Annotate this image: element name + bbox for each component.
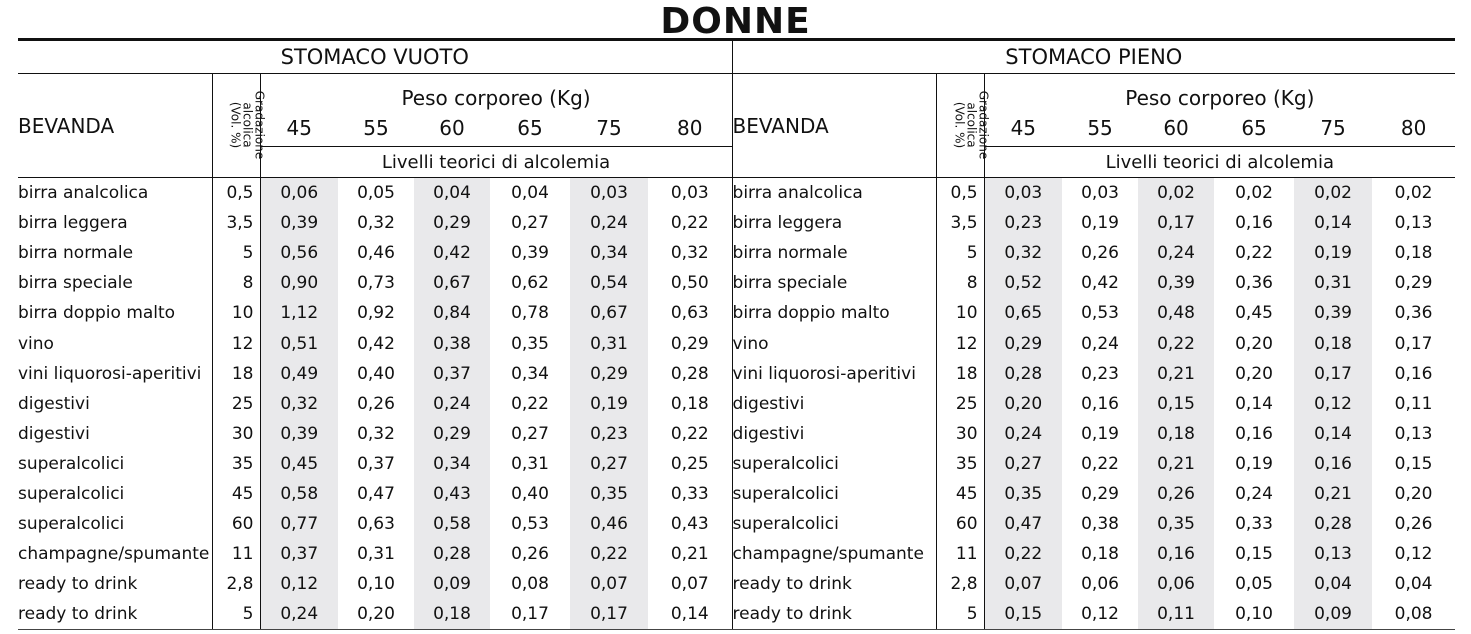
value-cell: 0,15: [1138, 389, 1214, 419]
gradazione-cell: 10: [936, 298, 984, 328]
value-cell: 0,29: [670, 333, 709, 354]
value-cell: 0,02: [1372, 178, 1455, 209]
bevanda-cell: ready to drink: [732, 599, 936, 630]
bevanda-header-empty: BEVANDA: [18, 74, 212, 178]
weight-header-empty-5: 80: [677, 116, 703, 140]
value-cell: 0,16: [1394, 363, 1433, 384]
value-cell: 0,54: [570, 268, 648, 298]
bevanda-cell: superalcolici: [732, 509, 936, 539]
value-cell: 0,20: [1394, 483, 1433, 504]
value-cell: 0,62: [511, 273, 549, 294]
value-cell: 0,26: [1081, 243, 1119, 264]
value-cell: 0,34: [511, 363, 549, 384]
value-cell: 0,16: [1235, 423, 1273, 444]
value-cell: 0,04: [490, 178, 570, 209]
table-row: [18, 359, 1455, 389]
value-cell: 0,33: [670, 483, 709, 504]
gradazione-cell: 0,5: [212, 178, 260, 209]
value-cell: 0,47: [357, 483, 395, 504]
value-cell: 0,37: [414, 359, 490, 389]
value-cell: 0,23: [570, 419, 648, 449]
bevanda-cell: birra leggera: [18, 213, 128, 234]
value-cell: 0,43: [670, 514, 709, 535]
gradazione-cell: 18: [936, 359, 984, 389]
value-cell: 0,16: [1294, 449, 1372, 479]
value-cell: 0,23: [1081, 363, 1119, 384]
bevanda-cell: superalcolici: [732, 449, 936, 479]
weight-header-full-4: 75: [1320, 116, 1346, 140]
value-cell: 0,03: [1062, 178, 1138, 209]
value-cell: 0,21: [1138, 359, 1214, 389]
value-cell: 0,27: [570, 449, 648, 479]
gradazione-cell: 8: [936, 268, 984, 298]
value-cell: 0,28: [414, 539, 490, 569]
weight-header-full-3: 65: [1241, 116, 1267, 140]
value-cell: 0,36: [1394, 303, 1433, 324]
value-cell: 0,22: [511, 393, 549, 414]
value-cell: 1,12: [260, 298, 338, 328]
value-cell: 0,04: [1394, 574, 1433, 595]
value-cell: 0,34: [414, 449, 490, 479]
value-cell: 0,42: [414, 238, 490, 268]
weight-header-empty-4: 75: [596, 116, 622, 140]
value-cell: 0,39: [1138, 268, 1214, 298]
table-row: [18, 569, 1455, 599]
value-cell: 0,22: [1138, 328, 1214, 358]
gradazione-cell: 60: [212, 509, 260, 539]
value-cell: 0,09: [414, 569, 490, 599]
value-cell: 0,16: [1081, 393, 1119, 414]
bevanda-cell: birra speciale: [732, 268, 936, 298]
table-row: [18, 599, 1455, 630]
value-cell: 0,06: [1138, 569, 1214, 599]
value-cell: 0,18: [670, 393, 709, 414]
value-cell: 0,39: [260, 208, 338, 238]
value-cell: 0,07: [570, 569, 648, 599]
value-cell: 0,49: [260, 359, 338, 389]
weight-header-empty-2: 60: [439, 116, 465, 140]
value-cell: 0,31: [1294, 268, 1372, 298]
value-cell: 0,24: [414, 389, 490, 419]
gradazione-label: Gradazione alcolica (Vol. %): [227, 90, 266, 159]
value-cell: 0,63: [357, 514, 395, 535]
value-cell: 0,24: [1138, 238, 1214, 268]
bevanda-header-full: BEVANDA: [732, 74, 936, 178]
value-cell: 0,05: [338, 178, 414, 209]
value-cell: 0,17: [1394, 333, 1433, 354]
value-cell: 0,67: [414, 268, 490, 298]
value-cell: 0,03: [570, 178, 648, 209]
value-cell: 0,26: [357, 393, 395, 414]
value-cell: 0,38: [414, 328, 490, 358]
value-cell: 0,08: [1372, 599, 1455, 630]
value-cell: 0,37: [357, 453, 395, 474]
value-cell: 0,58: [260, 479, 338, 509]
value-cell: 0,18: [1394, 243, 1433, 264]
value-cell: 0,29: [414, 208, 490, 238]
value-cell: 0,45: [1235, 303, 1273, 324]
section-title-full: STOMACO PIENO: [732, 40, 1455, 74]
livelli-header-full: Livelli teorici di alcolemia: [984, 147, 1455, 178]
gradazione-cell: 10: [212, 298, 260, 328]
value-cell: 0,50: [670, 273, 709, 294]
bevanda-cell: vino: [732, 328, 936, 358]
value-cell: 0,19: [1294, 238, 1372, 268]
value-cell: 0,15: [1394, 453, 1433, 474]
value-cell: 0,39: [1294, 298, 1372, 328]
value-cell: 0,17: [490, 599, 570, 630]
bevanda-cell: ready to drink: [18, 574, 138, 595]
value-cell: 0,52: [984, 268, 1062, 298]
bevanda-cell: birra speciale: [18, 273, 133, 294]
value-cell: 0,31: [511, 453, 549, 474]
value-cell: 0,77: [260, 509, 338, 539]
bevanda-cell: superalcolici: [18, 483, 125, 504]
value-cell: 0,20: [984, 389, 1062, 419]
value-cell: 0,21: [1294, 479, 1372, 509]
weight-header-empty-1: 55: [363, 116, 389, 140]
value-cell: 0,25: [670, 453, 709, 474]
value-cell: 0,16: [1138, 539, 1214, 569]
value-cell: 0,20: [338, 599, 414, 630]
value-cell: 0,19: [1081, 423, 1119, 444]
value-cell: 0,33: [1235, 514, 1273, 535]
bevanda-cell: superalcolici: [732, 479, 936, 509]
bevanda-cell: champagne/spumante: [732, 539, 936, 569]
value-cell: 0,92: [357, 303, 395, 324]
value-cell: 0,73: [357, 273, 395, 294]
bevanda-cell: superalcolici: [18, 453, 125, 474]
value-cell: 0,24: [1235, 483, 1273, 504]
weight-header-empty-3: 65: [517, 116, 543, 140]
bevanda-cell: digestivi: [732, 389, 936, 419]
value-cell: 0,07: [984, 569, 1062, 599]
value-cell: 0,12: [260, 569, 338, 599]
value-cell: 0,53: [511, 514, 549, 535]
page-title: DONNE: [660, 1, 811, 42]
bevanda-cell: vino: [18, 333, 54, 354]
bevanda-cell: superalcolici: [18, 514, 125, 535]
gradazione-cell: 25: [936, 389, 984, 419]
value-cell: 0,35: [984, 479, 1062, 509]
table-row: [18, 268, 1455, 298]
gradazione-cell: 30: [936, 419, 984, 449]
value-cell: 0,15: [1235, 544, 1273, 565]
value-cell: 0,14: [1294, 419, 1372, 449]
section-header-row: [18, 40, 1455, 74]
value-cell: 0,28: [1294, 509, 1372, 539]
value-cell: 0,18: [1081, 544, 1119, 565]
value-cell: 0,37: [260, 539, 338, 569]
value-cell: 0,24: [260, 599, 338, 630]
gradazione-cell: 5: [936, 599, 984, 630]
value-cell: 0,10: [1214, 599, 1294, 630]
gradazione-cell: 18: [212, 359, 260, 389]
table-row: [18, 509, 1455, 539]
value-cell: 0,14: [648, 599, 732, 630]
value-cell: 0,13: [1294, 539, 1372, 569]
weight-header-empty-0: 45: [286, 116, 312, 140]
value-cell: 0,21: [1138, 449, 1214, 479]
gradazione-label: Gradazione alcolica (Vol. %): [951, 90, 990, 159]
value-cell: 0,65: [984, 298, 1062, 328]
value-cell: 0,27: [511, 213, 549, 234]
value-cell: 0,12: [1394, 544, 1433, 565]
value-cell: 0,32: [670, 243, 709, 264]
value-cell: 0,04: [1294, 569, 1372, 599]
value-cell: 0,06: [260, 178, 338, 209]
gradazione-cell: 30: [212, 419, 260, 449]
table-row: [18, 328, 1455, 358]
value-cell: 0,51: [260, 328, 338, 358]
value-cell: 0,20: [1235, 333, 1273, 354]
table-row: [18, 449, 1455, 479]
value-cell: 0,24: [1081, 333, 1119, 354]
gradazione-header-empty: [212, 74, 266, 178]
bevanda-cell: ready to drink: [732, 569, 936, 599]
value-cell: 0,90: [260, 268, 338, 298]
peso-header-row: [18, 74, 1455, 111]
gradazione-cell: 11: [212, 539, 260, 569]
bevanda-cell: digestivi: [18, 393, 90, 414]
weight-header-full-2: 60: [1163, 116, 1189, 140]
weight-header-full-5: 80: [1400, 116, 1427, 140]
gradazione-cell: 5: [212, 599, 260, 630]
bevanda-cell: birra normale: [18, 243, 134, 264]
value-cell: 0,32: [984, 238, 1062, 268]
livelli-header-empty: Livelli teorici di alcolemia: [260, 147, 732, 178]
value-cell: 0,63: [670, 303, 709, 324]
value-cell: 0,18: [1294, 328, 1372, 358]
value-cell: 0,39: [511, 243, 549, 264]
bevanda-cell: vini liquorosi-aperitivi: [732, 359, 936, 389]
value-cell: 0,11: [1394, 393, 1433, 414]
bevanda-cell: digestivi: [732, 419, 936, 449]
value-cell: 0,14: [1235, 393, 1273, 414]
gradazione-cell: 35: [936, 449, 984, 479]
value-cell: 0,19: [1081, 213, 1119, 234]
value-cell: 0,21: [670, 544, 709, 565]
value-cell: 0,22: [1235, 243, 1273, 264]
value-cell: 0,23: [984, 208, 1062, 238]
value-cell: 0,47: [984, 509, 1062, 539]
value-cell: 0,31: [570, 328, 648, 358]
value-cell: 0,22: [670, 423, 709, 444]
gradazione-cell: 8: [212, 268, 260, 298]
value-cell: 0,17: [1294, 359, 1372, 389]
value-cell: 0,03: [984, 178, 1062, 209]
value-cell: 0,28: [670, 363, 709, 384]
value-cell: 0,24: [984, 419, 1062, 449]
value-cell: 0,17: [570, 599, 648, 630]
value-cell: 0,35: [1138, 509, 1214, 539]
value-cell: 0,32: [357, 213, 395, 234]
value-cell: 0,35: [511, 333, 549, 354]
table-row: [18, 389, 1455, 419]
value-cell: 0,42: [357, 333, 395, 354]
weight-header-full-1: 55: [1087, 116, 1113, 140]
value-cell: 0,02: [1138, 178, 1214, 209]
gradazione-cell: 0,5: [936, 178, 984, 209]
value-cell: 0,48: [1138, 298, 1214, 328]
gradazione-cell: 3,5: [212, 208, 260, 238]
value-cell: 0,45: [260, 449, 338, 479]
value-cell: 0,13: [1394, 213, 1433, 234]
value-cell: 0,35: [570, 479, 648, 509]
value-cell: 0,19: [570, 389, 648, 419]
gradazione-cell: 12: [936, 328, 984, 358]
table-row: [18, 479, 1455, 509]
value-cell: 0,32: [357, 423, 395, 444]
value-cell: 0,40: [511, 483, 549, 504]
bevanda-cell: birra doppio malto: [732, 298, 936, 328]
value-cell: 0,38: [1081, 514, 1119, 535]
bevanda-cell: ready to drink: [18, 599, 212, 630]
bevanda-cell: birra analcolica: [18, 178, 212, 209]
value-cell: 0,15: [984, 599, 1062, 630]
gradazione-cell: 12: [212, 328, 260, 358]
value-cell: 0,22: [984, 539, 1062, 569]
value-cell: 0,12: [1062, 599, 1138, 630]
table-row: [18, 419, 1455, 449]
value-cell: 0,02: [1214, 178, 1294, 209]
gradazione-cell: 45: [212, 479, 260, 509]
value-cell: 0,67: [570, 298, 648, 328]
value-cell: 0,22: [1081, 453, 1119, 474]
value-cell: 0,06: [1081, 574, 1119, 595]
gradazione-cell: 5: [936, 238, 984, 268]
bevanda-cell: birra doppio malto: [18, 303, 176, 324]
value-cell: 0,26: [1394, 514, 1433, 535]
value-cell: 0,26: [511, 544, 549, 565]
value-cell: 0,78: [511, 303, 549, 324]
value-cell: 0,13: [1394, 423, 1433, 444]
gradazione-cell: 11: [936, 539, 984, 569]
value-cell: 0,20: [1235, 363, 1273, 384]
value-cell: 0,29: [414, 419, 490, 449]
table-row: [18, 208, 1455, 238]
peso-header-full: Peso corporeo (Kg): [984, 74, 1455, 111]
value-cell: 0,22: [670, 213, 709, 234]
value-cell: 0,03: [648, 178, 732, 209]
value-cell: 0,29: [1081, 483, 1119, 504]
value-cell: 0,05: [1235, 574, 1273, 595]
value-cell: 0,04: [414, 178, 490, 209]
value-cell: 0,32: [260, 389, 338, 419]
table-row: [18, 298, 1455, 328]
bevanda-cell: digestivi: [18, 423, 90, 444]
value-cell: 0,40: [357, 363, 395, 384]
value-cell: 0,29: [1394, 273, 1433, 294]
bevanda-cell: birra analcolica: [732, 178, 936, 209]
value-cell: 0,17: [1138, 208, 1214, 238]
value-cell: 0,19: [1235, 453, 1273, 474]
value-cell: 0,12: [1294, 389, 1372, 419]
value-cell: 0,29: [570, 359, 648, 389]
value-cell: 0,11: [1138, 599, 1214, 630]
value-cell: 0,46: [357, 243, 395, 264]
alcohol-table: [18, 38, 1455, 630]
value-cell: 0,31: [357, 544, 395, 565]
value-cell: 0,46: [570, 509, 648, 539]
bevanda-cell: vini liquorosi-aperitivi: [18, 363, 202, 384]
value-cell: 0,09: [1294, 599, 1372, 630]
value-cell: 0,84: [414, 298, 490, 328]
value-cell: 0,39: [260, 419, 338, 449]
value-cell: 0,42: [1081, 273, 1119, 294]
bevanda-cell: birra normale: [732, 238, 936, 268]
value-cell: 0,43: [414, 479, 490, 509]
bevanda-cell: champagne/spumante: [18, 544, 210, 565]
gradazione-cell: 25: [212, 389, 260, 419]
value-cell: 0,29: [984, 328, 1062, 358]
value-cell: 0,26: [1138, 479, 1214, 509]
value-cell: 0,24: [570, 208, 648, 238]
value-cell: 0,07: [670, 574, 709, 595]
value-cell: 0,08: [511, 574, 549, 595]
gradazione-cell: 3,5: [936, 208, 984, 238]
value-cell: 0,18: [414, 599, 490, 630]
weight-header-full-0: 45: [1010, 116, 1037, 140]
section-title-empty: STOMACO VUOTO: [280, 45, 469, 69]
bevanda-cell: birra leggera: [732, 208, 936, 238]
value-cell: 0,16: [1235, 213, 1273, 234]
gradazione-cell: 2,8: [212, 569, 260, 599]
value-cell: 0,28: [984, 359, 1062, 389]
table-row: [18, 178, 1455, 209]
value-cell: 0,14: [1294, 208, 1372, 238]
gradazione-cell: 5: [212, 238, 260, 268]
value-cell: 0,10: [357, 574, 395, 595]
value-cell: 0,27: [984, 449, 1062, 479]
value-cell: 0,53: [1081, 303, 1119, 324]
peso-header-empty: Peso corporeo (Kg): [260, 74, 732, 111]
gradazione-cell: 35: [212, 449, 260, 479]
value-cell: 0,34: [570, 238, 648, 268]
value-cell: 0,56: [260, 238, 338, 268]
gradazione-cell: 60: [936, 509, 984, 539]
value-cell: 0,02: [1294, 178, 1372, 209]
table-row: [18, 539, 1455, 569]
gradazione-cell: 45: [936, 479, 984, 509]
value-cell: 0,36: [1235, 273, 1273, 294]
value-cell: 0,27: [511, 423, 549, 444]
gradazione-header-full: [936, 74, 990, 178]
value-cell: 0,58: [414, 509, 490, 539]
table-row: [18, 238, 1455, 268]
value-cell: 0,22: [570, 539, 648, 569]
gradazione-cell: 2,8: [936, 569, 984, 599]
value-cell: 0,18: [1138, 419, 1214, 449]
